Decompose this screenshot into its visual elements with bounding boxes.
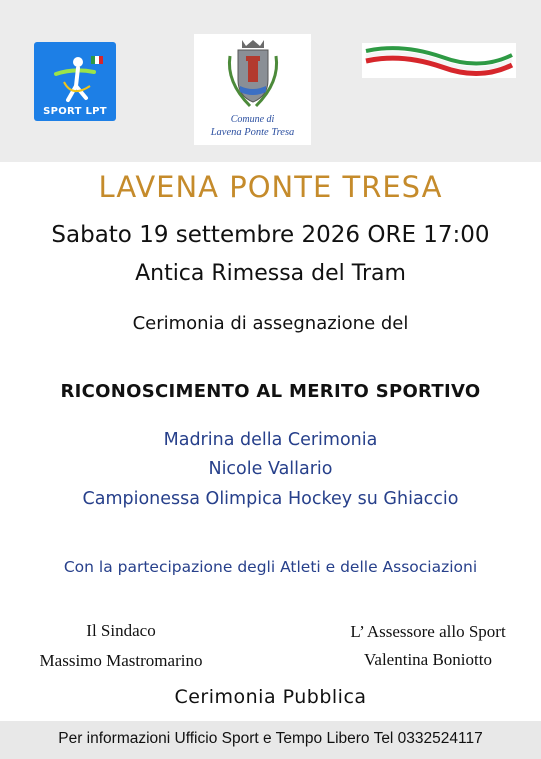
- italian-flag-ribbon-icon: [362, 43, 516, 78]
- contact-info: Per informazioni Ufficio Sport e Tempo Libero Tel 0332524117: [58, 730, 483, 747]
- public-ceremony-note: Cerimonia Pubblica: [174, 686, 367, 708]
- info-bar: [0, 721, 541, 759]
- assessor-name: Valentina Boniotto: [364, 650, 492, 669]
- participation-note: Con la partecipazione degli Atleti e delle Associazioni: [63, 558, 478, 576]
- sport-logo-label: SPORT LPT: [43, 106, 107, 117]
- event-venue: Antica Rimessa del Tram: [135, 261, 406, 286]
- award-title: RICONOSCIMENTO AL MERITO SPORTIVO: [60, 381, 481, 402]
- godmother-title: Campionessa Olimpica Hockey su Ghiaccio: [82, 489, 459, 509]
- italian-flag-ribbon: [362, 43, 516, 78]
- comune-logo: [194, 34, 311, 145]
- mayor-title: Il Sindaco: [86, 621, 156, 640]
- comune-logo-line2: Lavena Ponte Tresa: [210, 127, 295, 138]
- coat-of-arms-icon: [224, 36, 282, 112]
- godmother-name: Nicole Vallario: [208, 459, 333, 479]
- town-title: LAVENA PONTE TRESA: [98, 170, 443, 204]
- mayor-name: Massimo Mastromarino: [39, 651, 203, 670]
- assessor-title: L’ Assessore allo Sport: [350, 622, 506, 641]
- sport-lpt-logo: [34, 42, 116, 121]
- header-band: [0, 0, 541, 162]
- event-date-time: Sabato 19 settembre 2026 ORE 17:00: [51, 222, 490, 248]
- ceremony-intro: Cerimonia di assegnazione del: [132, 313, 409, 334]
- godmother-role: Madrina della Cerimonia: [163, 430, 378, 450]
- comune-logo-line1: Comune di: [230, 114, 275, 125]
